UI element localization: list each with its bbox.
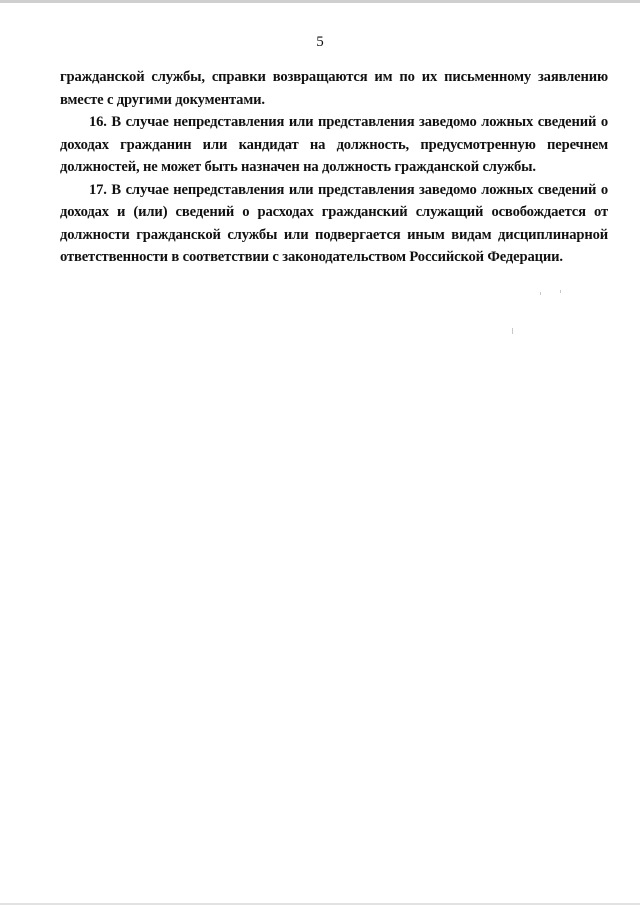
page-number: 5: [316, 34, 324, 50]
paragraph-item-16: 16. В случае непредставления или представления заведомо ложных сведений о доходах гражданин или кандидат на должность, предусмотренную перечнем должностей, не может быть назначен на должность гражданской службы.: [60, 114, 608, 175]
document-body: [60, 66, 608, 269]
paragraph-item-17: 17. В случае непредставления или представления заведомо ложных сведений о доходах и (или) сведений о расходах гражданский служащий освобождается от должности гражданской службы или подвергается иным видам дисциплинарной ответственности в соответствии с законодательством Российской Федерации.: [60, 181, 608, 265]
paragraph-continuation: гражданской службы, справки возвращаются им по их письменному заявлению вместе с другими документами.: [60, 69, 608, 108]
scan-speck: [512, 328, 513, 334]
scan-speck: [560, 290, 561, 293]
scan-speck: [540, 292, 541, 295]
scan-edge-top: [0, 0, 640, 3]
